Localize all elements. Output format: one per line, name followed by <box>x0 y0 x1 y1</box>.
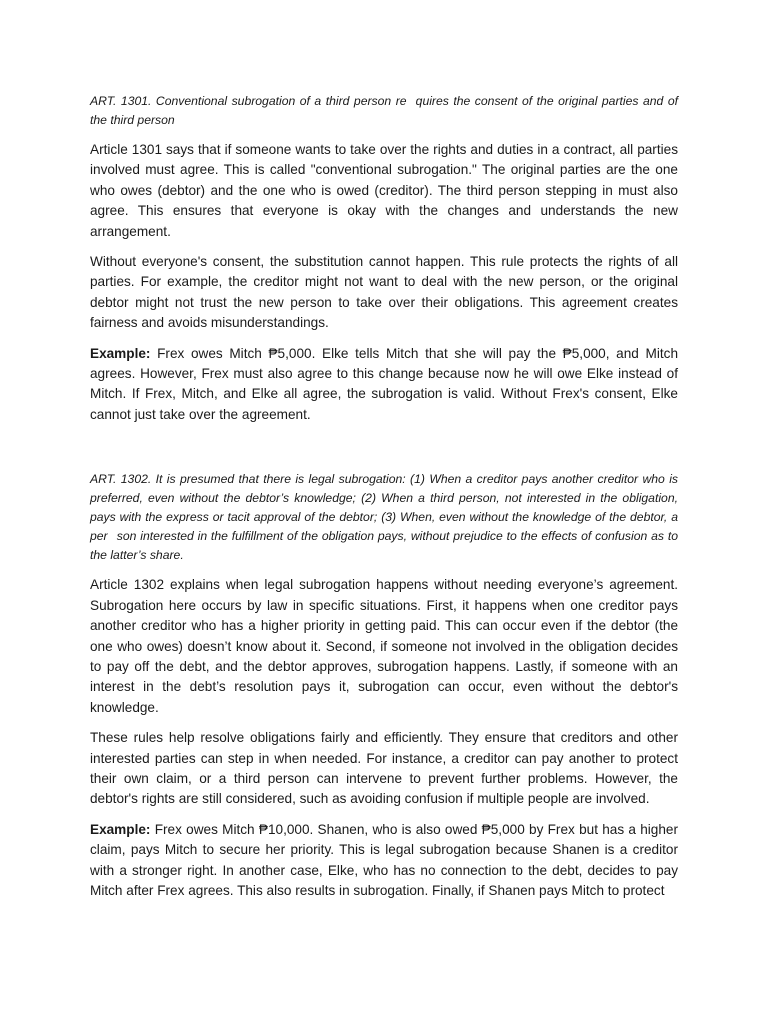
example-label: Example: <box>90 821 151 837</box>
art-1302-paragraph-1: Article 1302 explains when legal subrogation happens without needing everyone’s agreement. Subrogation here occurs by law in specific situations. First, it happens when one creditor pays another creditor who has a higher priority in getting paid. This can occur even if the debtor (the one who owes) doesn’t know about it. Second, if someone not involved in the obligation decides to pay off the debt, and the debtor approves, subrogation happens. Lastly, if someone with an interest in the debt’s resolution pays it, subrogation can occur, even without the debtor's knowledge. <box>90 577 678 715</box>
section-spacer <box>90 435 678 470</box>
art-1301-example <box>90 344 678 426</box>
art-1301-heading: ART. 1301. Conventional subrogation of a third person re quires the consent of the original parties and of the third person <box>90 94 678 127</box>
example-label: Example: <box>90 345 151 361</box>
art-1302-heading: ART. 1302. It is presumed that there is legal subrogation: (1) When a creditor pays another creditor who is preferred, even without the debtor’s knowledge; (2) When a third person, not interested in the obligation, pays with the express or tacit approval of the debtor; (3) When, even without the knowledge of the debtor, a per son interested in the fulfillment of the obligation pays, without prejudice to the effects of confusion as to the latter’s share. <box>90 472 678 563</box>
art-1302-example <box>90 820 678 902</box>
document-page <box>90 92 678 911</box>
example-text: Frex owes Mitch ₱10,000. Shanen, who is also owed ₱5,000 by Frex but has a higher claim, pays Mitch to secure her priority. This is legal subrogation because Shanen is a creditor with a stronger right. In another case, Elke, who has no connection to the debt, decides to pay Mitch after Frex agrees. This also results in subrogation. Finally, if Shanen pays Mitch to protect <box>90 821 678 898</box>
art-1301-paragraph-2: Without everyone's consent, the substitution cannot happen. This rule protects the rights of all parties. For example, the creditor might not want to deal with the new person, or the original debtor might not trust the new person to take over their obligations. This agreement creates fairness and avoids misunderstandings. <box>90 254 678 331</box>
art-1302-paragraph-2: These rules help resolve obligations fairly and efficiently. They ensure that creditors and other interested parties can step in when needed. For instance, a creditor can pay another to protect their own claim, or a third person can intervene to prevent further problems. However, the debtor's rights are still considered, such as avoiding confusion if multiple people are involved. <box>90 730 678 807</box>
art-1301-paragraph-1: Article 1301 says that if someone wants to take over the rights and duties in a contract, all parties involved must agree. This is called "conventional subrogation." The original parties are the one who owes (debtor) and the one who is owed (creditor). The third person stepping in must also agree. This ensures that everyone is okay with the changes and understands the new arrangement. <box>90 142 678 239</box>
example-text: Frex owes Mitch ₱5,000. Elke tells Mitch that she will pay the ₱5,000, and Mitch agrees. However, Frex must also agree to this change because now he will owe Elke instead of Mitch. If Frex, Mitch, and Elke all agree, the subrogation is valid. Without Frex's consent, Elke cannot just take over the agreement. <box>90 345 678 422</box>
